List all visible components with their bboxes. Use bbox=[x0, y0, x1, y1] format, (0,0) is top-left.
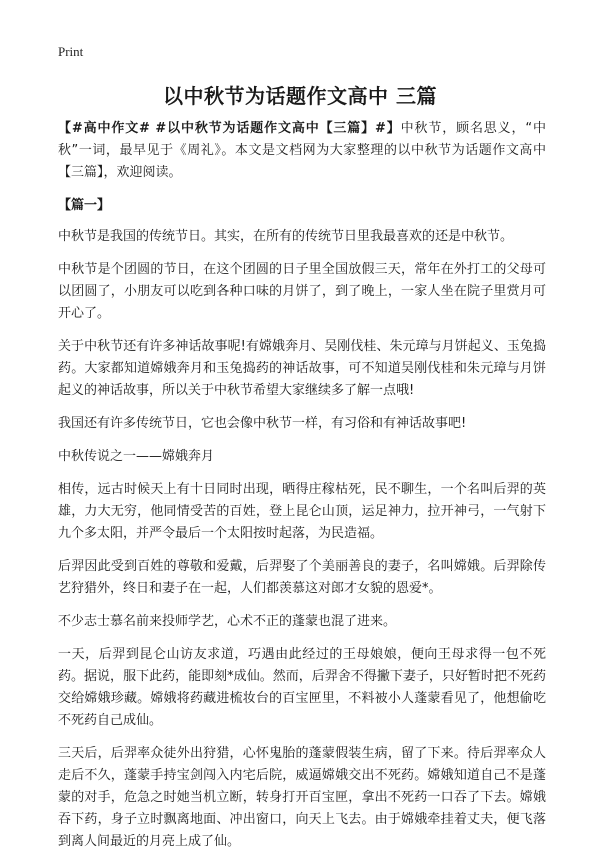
page-title: 以中秋节为话题作文高中 三篇 bbox=[163, 84, 437, 108]
article-paragraph: 相传，远古时候天上有十日同时出现，晒得庄稼枯死，民不聊生，一个名叫后羿的英雄，力大无穷，他同情受苦的百姓，登上昆仑山顶，运足神力，拉开神弓，一气射下九个多太阳，并严令最后一个太阳按时起落，为民造福。 bbox=[58, 482, 546, 541]
article-paragraph: 后羿因此受到百姓的尊敬和爱戴，后羿娶了个美丽善良的妻子，名叫嫦娥。后羿除传艺狩猎外，终日和妻子在一起，人们都羡慕这对郎才女貌的恩爱*。 bbox=[58, 559, 546, 596]
intro-paragraph bbox=[58, 118, 546, 184]
article-paragraph: 不少志士慕名前来投师学艺，心术不正的蓬蒙也混了进来。 bbox=[58, 614, 397, 629]
section-heading: 【篇一】 bbox=[58, 198, 111, 213]
article-paragraph: 我国还有许多传统节日，它也会像中秋节一样，有习俗和有神话故事吧! bbox=[58, 416, 467, 431]
article-body bbox=[58, 118, 546, 864]
legend-subheading: 中秋传说之一——嫦娥奔月 bbox=[58, 449, 215, 464]
article-paragraph: 一天，后羿到昆仑山访友求道，巧遇由此经过的王母娘娘，便向王母求得一包不死药。据说，服下此药，能即刻*成仙。然而，后羿舍不得撇下妻子，只好暂时把不死药交给嫦娥珍藏。嫦娥将药藏进梳妆台的百宝匣里，不料被小人蓬蒙看见了，他想偷吃不死药自己成仙。 bbox=[58, 647, 546, 728]
intro-tag: 【#高中作文# #以中秋节为话题作文高中【三篇】#】 bbox=[58, 121, 401, 136]
article-paragraph: 中秋节是我国的传统节日。其实，在所有的传统节日里我最喜欢的还是中秋节。 bbox=[58, 229, 514, 244]
article-paragraph: 中秋节是个团圆的节日，在这个团圆的日子里全国放假三天，常年在外打工的父母可以团圆了，小朋友可以吃到各种口味的月饼了，到了晚上，一家人坐在院子里赏月可开心了。 bbox=[58, 262, 546, 321]
article-paragraph: 关于中秋节还有许多神话故事呢!有嫦娥奔月、吴刚伐桂、朱元璋与月饼起义、玉兔捣药。大家都知道嫦娥奔月和玉兔捣药的神话故事，可不知道吴刚伐桂和朱元璋与月饼起义的神话故事，所以关于中秋节希望大家继续多了解一点哦! bbox=[58, 339, 546, 398]
print-label: Print bbox=[58, 44, 84, 59]
article-paragraph: 三天后，后羿率众徒外出狩猎，心怀鬼胎的蓬蒙假装生病，留了下来。待后羿率众人走后不久，蓬蒙手持宝剑闯入内宅后院，威逼嫦娥交出不死药。嫦娥知道自己不是蓬蒙的对手，危急之时她当机立断，转身打开百宝匣，拿出不死药一口吞了下去。嫦娥吞下药，身子立时飘离地面、冲出窗口，向天上飞去。由于嫦娥牵挂着丈夫，便飞落到离人间最近的月亮上成了仙。 bbox=[58, 746, 546, 849]
intro-text: 中秋节，顾名思义，“中秋”一词，最早见于《周礼》。本文是文档网为大家整理的以中秋节为话题作文高中【三篇】，欢迎阅读。 bbox=[58, 121, 546, 180]
